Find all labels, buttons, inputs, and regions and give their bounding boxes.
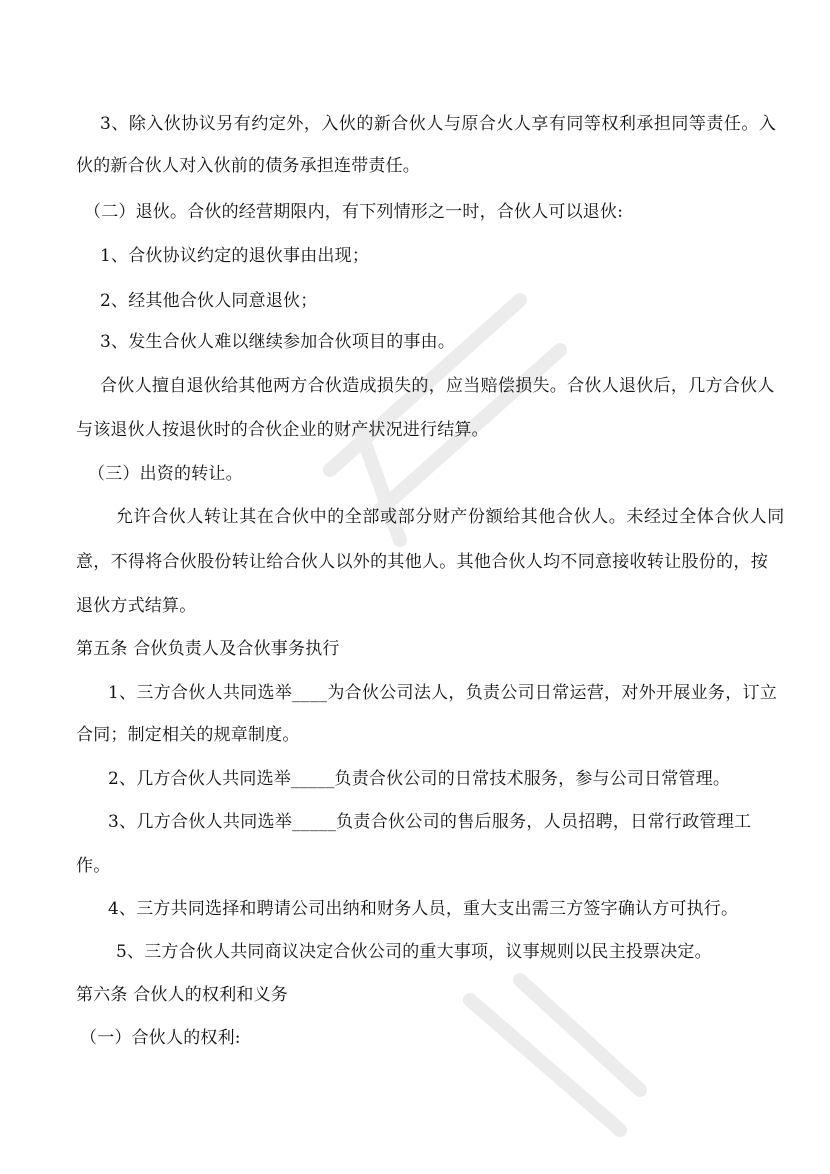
doc-line: 作。 (76, 856, 111, 876)
doc-line: 1、三方合伙人共同选举____为合伙公司法人，负责公司日常运营，对外开展业务，订立 (108, 683, 778, 703)
section-heading: （三）出资的转让。 (88, 464, 243, 484)
doc-line: 退伙方式结算。 (76, 596, 197, 616)
doc-line: 3、发生合伙人难以继续参加合伙项目的事由。 (100, 332, 456, 352)
doc-line: 合同；制定相关的规章制度。 (76, 725, 300, 745)
doc-line: 合伙人擅自退伙给其他两方合伙造成损失的，应当赔偿损失。合伙人退伙后，几方合伙人 (100, 376, 775, 396)
doc-line: 3、除入伙协议另有约定外，入伙的新合伙人与原合火人享有同等权利承担同等责任。入 (100, 114, 777, 134)
doc-line: 2、经其他合伙人同意退伙； (100, 291, 318, 311)
doc-line: 5、三方合伙人共同商议决定合伙公司的重大事项，议事规则以民主投票决定。 (116, 942, 712, 962)
doc-line: 1、合伙协议约定的退伙事由出现； (100, 246, 370, 266)
doc-line: 3、几方合伙人共同选举_____负责合伙公司的售后服务，人员招聘，日常行政管理工 (108, 812, 752, 832)
section-heading: （一）合伙人的权利: (80, 1028, 241, 1048)
doc-line: 伙的新合伙人对入伙前的债务承担连带责任。 (76, 156, 420, 176)
article-heading: 第六条 合伙人的权利和义务 (76, 985, 289, 1005)
doc-line: 与该退伙人按退伙时的合伙企业的财产状况进行结算。 (76, 420, 489, 440)
doc-line: 4、三方共同选择和聘请公司出纳和财务人员，重大支出需三方签字确认方可执行。 (108, 899, 739, 919)
doc-line: （二）退伙。合伙的经营期限内，有下列情形之一时，合伙人可以退伙: (84, 202, 624, 222)
doc-line: 2、几方合伙人共同选举_____负责合伙公司的日常技术服务，参与公司日常管理。 (108, 769, 731, 789)
doc-line: 意，不得将合伙股份转让给合伙人以外的其他人。其他合伙人均不同意接收转让股份的，按 (76, 552, 768, 572)
article-heading: 第五条 合伙负责人及合伙事务执行 (76, 639, 340, 659)
doc-line: 允许合伙人转让其在合伙中的全部或部分财产份额给其他合伙人。未经过全体合伙人同 (116, 507, 785, 527)
